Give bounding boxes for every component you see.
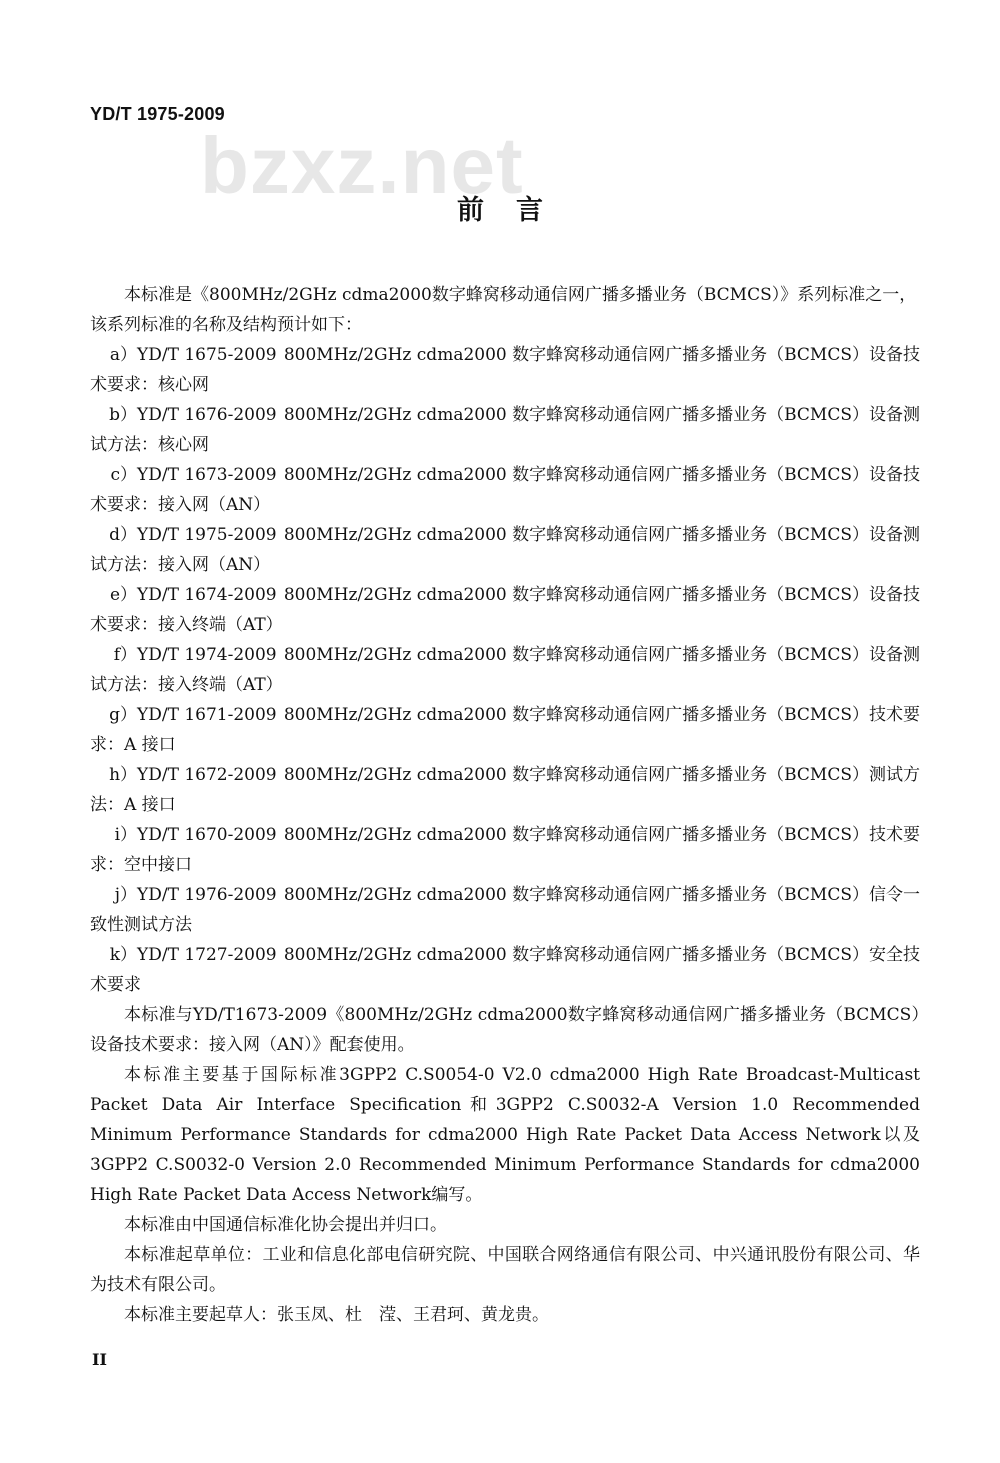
list-item	[90, 400, 920, 460]
item-title-continued: 术要求：接入网（AN）	[90, 495, 271, 515]
list-item	[90, 820, 920, 880]
item-label: k）	[109, 945, 138, 965]
item-label: i）	[114, 825, 138, 845]
document-code: YD/T 1975-2009	[90, 104, 225, 124]
item-title-continued: 试方法：接入网（AN）	[90, 555, 271, 575]
page-heading: 前言	[457, 195, 575, 226]
item-code: YD/T 1671-2009	[137, 705, 277, 725]
item-code: YD/T 1974-2009	[137, 645, 277, 665]
item-label: g）	[109, 705, 138, 725]
item-code: YD/T 1670-2009	[137, 825, 277, 845]
item-title-continued: 致性测试方法	[90, 915, 192, 935]
item-code: YD/T 1672-2009	[137, 765, 277, 785]
item-label: e）	[109, 585, 138, 605]
item-title-continued: 术要求：核心网	[90, 375, 209, 395]
item-code: YD/T 1676-2009	[137, 405, 277, 425]
item-code: YD/T 1675-2009	[137, 345, 277, 365]
item-code: YD/T 1976-2009	[137, 885, 277, 905]
item-title-continued: 求：A 接口	[90, 735, 176, 755]
watermark: bzxz.net	[200, 121, 524, 210]
item-title-continued: 试方法：核心网	[90, 435, 209, 455]
list-item	[90, 640, 920, 700]
paragraph-proposed-by: 本标准由中国通信标准化协会提出并归口。	[124, 1215, 447, 1235]
paragraph-drafters: 本标准主要起草人：张玉凤、杜 滢、王君珂、黄龙贵。	[124, 1305, 549, 1325]
item-label: j）	[114, 885, 138, 905]
item-label: f）	[113, 645, 138, 665]
item-title: 800MHz/2GHz cdma2000 数字蜂窝移动通信网广播多播业务（BCMCS）设备技	[283, 345, 920, 365]
item-title-continued: 法：A 接口	[90, 795, 176, 815]
intro-line-1: 本标准是《800MHz/2GHz cdma2000数字蜂窝移动通信网广播多播业务（BCMCS）》系列标准之一，	[124, 285, 917, 305]
item-title: 800MHz/2GHz cdma2000 数字蜂窝移动通信网广播多播业务（BCMCS）信令一	[283, 885, 920, 905]
item-label: a）	[109, 345, 138, 365]
item-title: 800MHz/2GHz cdma2000 数字蜂窝移动通信网广播多播业务（BCMCS）技术要	[283, 705, 920, 725]
intro-line-2: 该系列标准的名称及结构预计如下：	[90, 315, 362, 335]
list-item	[90, 700, 920, 760]
item-code: YD/T 1673-2009	[137, 465, 277, 485]
item-code: YD/T 1674-2009	[137, 585, 277, 605]
list-item	[90, 760, 920, 820]
list-item	[90, 460, 920, 520]
item-code: YD/T 1975-2009	[137, 525, 277, 545]
item-label: d）	[109, 525, 138, 545]
item-title: 800MHz/2GHz cdma2000 数字蜂窝移动通信网广播多播业务（BCMCS）技术要	[283, 825, 920, 845]
paragraph-use-with: 本标准与YD/T1673-2009《800MHz/2GHz cdma2000数字蜂窝移动通信网广播多播业务（BCMCS）设备技术要求：接入网（AN）》配套使用。	[90, 1005, 920, 1055]
list-item	[90, 880, 920, 940]
item-title-continued: 求：空中接口	[90, 855, 192, 875]
item-title: 800MHz/2GHz cdma2000 数字蜂窝移动通信网广播多播业务（BCMCS）设备测	[283, 405, 920, 425]
item-code: YD/T 1727-2009	[137, 945, 277, 965]
item-label: h）	[109, 765, 138, 785]
item-title-continued: 术要求：接入终端（AT）	[90, 615, 283, 635]
item-title: 800MHz/2GHz cdma2000 数字蜂窝移动通信网广播多播业务（BCMCS）设备技	[283, 465, 920, 485]
paragraph-based-on: 本标准主要基于国际标准3GPP2 C.S0054-0 V2.0 cdma2000 High Rate Broadcast-Multicast Packet Data Air Interface Specification和3GPP2 C.S0032-A Version 1.0 Recommended Minimum Performance Standards for cdma2000 High Rate Packet Data Access Network以及3GPP2 C.S0032-0 Version 2.0 Recommended Minimum Performance Standards for cdma2000 High Rate Packet Data Access Network编写。	[90, 1065, 920, 1205]
list-item	[90, 940, 920, 1000]
item-label: c）	[110, 465, 138, 485]
item-title: 800MHz/2GHz cdma2000 数字蜂窝移动通信网广播多播业务（BCMCS）设备测	[283, 645, 920, 665]
item-title: 800MHz/2GHz cdma2000 数字蜂窝移动通信网广播多播业务（BCMCS）安全技	[283, 945, 920, 965]
item-title: 800MHz/2GHz cdma2000 数字蜂窝移动通信网广播多播业务（BCMCS）测试方	[283, 765, 920, 785]
standards-list	[90, 340, 920, 1000]
item-title-continued: 术要求	[90, 975, 141, 995]
paragraph-drafting-units: 本标准起草单位：工业和信息化部电信研究院、中国联合网络通信有限公司、中兴通讯股份有限公司、华为技术有限公司。	[90, 1245, 920, 1295]
foreword-body	[90, 280, 920, 1330]
list-item	[90, 520, 920, 580]
item-title: 800MHz/2GHz cdma2000 数字蜂窝移动通信网广播多播业务（BCMCS）设备技	[283, 585, 920, 605]
list-item	[90, 340, 920, 400]
item-title-continued: 试方法：接入终端（AT）	[90, 675, 283, 695]
item-title: 800MHz/2GHz cdma2000 数字蜂窝移动通信网广播多播业务（BCMCS）设备测	[283, 525, 920, 545]
page-number: II	[92, 1350, 107, 1369]
list-item	[90, 580, 920, 640]
item-label: b）	[109, 405, 138, 425]
